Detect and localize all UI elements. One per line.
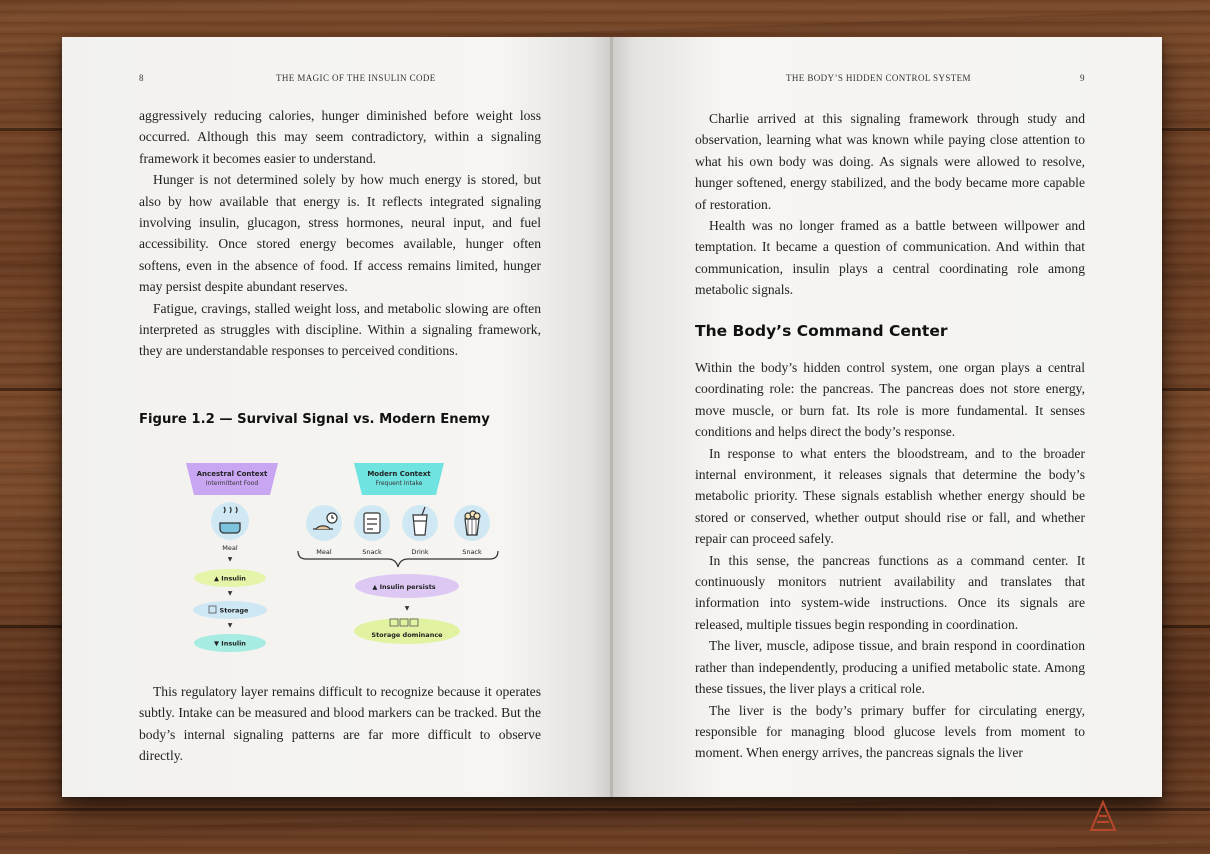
left-body-top	[139, 105, 541, 362]
modern-subtitle: Frequent Intake	[375, 480, 423, 487]
paragraph: Within the body’s hidden control system, one organ plays a central coordinating role: the pancreas. The pancreas does not store energy, move muscle, or burn fat. Its role is more fundamental. It senses conditions and helps direct the body’s response.	[695, 360, 1085, 440]
ancestral-subtitle: Intermittent Food	[205, 480, 259, 487]
meal-clock-icon	[306, 505, 342, 541]
paragraph: Health was no longer framed as a battle between willpower and temptation. It became a question of communication. And within that communication, insulin plays a central coordinating role among metabolic signals.	[695, 218, 1085, 298]
left-page-number: 8	[139, 73, 144, 83]
insulin-down-label: ▼ Insulin	[214, 639, 246, 648]
insulin-up-label: ▲ Insulin	[214, 574, 246, 583]
corner-logo-icon	[1088, 800, 1118, 834]
right-body-top	[695, 108, 1085, 301]
right-body-bottom	[695, 357, 1085, 764]
survival-signal-diagram	[182, 455, 512, 667]
down-arrow: ▼	[404, 605, 410, 612]
insulin-persists-label: ▲ Insulin persists	[372, 583, 436, 591]
down-arrow: ▼	[227, 556, 233, 563]
modern-title: Modern Context	[367, 470, 431, 478]
modern-item-label: Snack	[362, 548, 382, 556]
ancestral-meal-label: Meal	[222, 544, 238, 552]
paragraph: In this sense, the pancreas functions as a command center. It continuously monitors nutrient availability and translates that information into system-wide instructions. Once its signals are released, multiple tissues begin responding in coordination.	[695, 552, 1085, 632]
right-page-number: 9	[1080, 73, 1085, 83]
paragraph: Fatigue, cravings, stalled weight loss, and metabolic slowing are often interpreted as struggles with discipline. Within a signaling framework, they are understandable responses to perceived conditions.	[139, 300, 541, 359]
paragraph: The liver is the body’s primary buffer for circulating energy, responsible for managing blood glucose levels from moment to moment. When energy arrives, the pancreas signals the liver	[695, 702, 1085, 761]
modern-item-label: Drink	[411, 548, 429, 556]
paragraph: The liver, muscle, adipose tissue, and brain respond in coordination rather than independently, producing a unified metabolic state. Among these tissues, the liver plays a critical role.	[695, 638, 1085, 697]
modern-item-label: Meal	[316, 548, 332, 556]
paragraph: Hunger is not determined solely by how much energy is stored, but also by how available that energy is. It reflects integrated signaling involving insulin, glucagon, stress hormones, neural input, and fuel accessibility. Once stored energy becomes available, hunger often softens, even in the absence of food. If access remains limited, hunger may persist despite abundant reserves.	[139, 172, 541, 295]
left-page	[62, 37, 611, 797]
storage-label: Storage	[219, 606, 249, 615]
down-arrow: ▼	[227, 590, 233, 597]
figure-title: Figure 1.2 — Survival Signal vs. Modern Enemy	[139, 412, 490, 427]
left-body-bottom	[139, 681, 541, 767]
paragraph: Charlie arrived at this signaling framework through study and observation, learning what was known while paying close attention to what his own body was doing. As signals were allowed to resolve, hunger softened, energy stabilized, and the body became more capable of restoration.	[695, 111, 1085, 212]
storage-dominance-label: Storage dominance	[371, 631, 443, 639]
right-running-head: THE BODY’S HIDDEN CONTROL SYSTEM	[786, 73, 971, 83]
ancestral-banner	[186, 463, 278, 495]
paragraph: This regulatory layer remains difficult to recognize because it operates subtly. Intake can be measured and blood markers can be tracked. But the body’s internal signaling patterns are far more difficult to observe directly.	[139, 684, 541, 764]
modern-banner	[354, 463, 444, 495]
ancestral-title: Ancestral Context	[196, 470, 268, 478]
modern-item-label: Snack	[462, 548, 482, 556]
right-page	[613, 37, 1162, 797]
down-arrow: ▼	[227, 622, 233, 629]
open-book	[62, 37, 1162, 797]
paragraph: In response to what enters the bloodstream, and to the broader internal environment, it releases signals that determine the body’s metabolic priority. These signals establish whether energy should be stored or conserved, whether output should rise or fall, and whether repair can proceed safely.	[695, 445, 1085, 547]
paragraph: aggressively reducing calories, hunger diminished before weight loss occurred. Although this may seem contradictory, within a signaling framework it becomes easier to understand.	[139, 108, 541, 166]
left-running-head: THE MAGIC OF THE INSULIN CODE	[276, 73, 436, 83]
section-heading: The Body’s Command Center	[695, 322, 948, 340]
